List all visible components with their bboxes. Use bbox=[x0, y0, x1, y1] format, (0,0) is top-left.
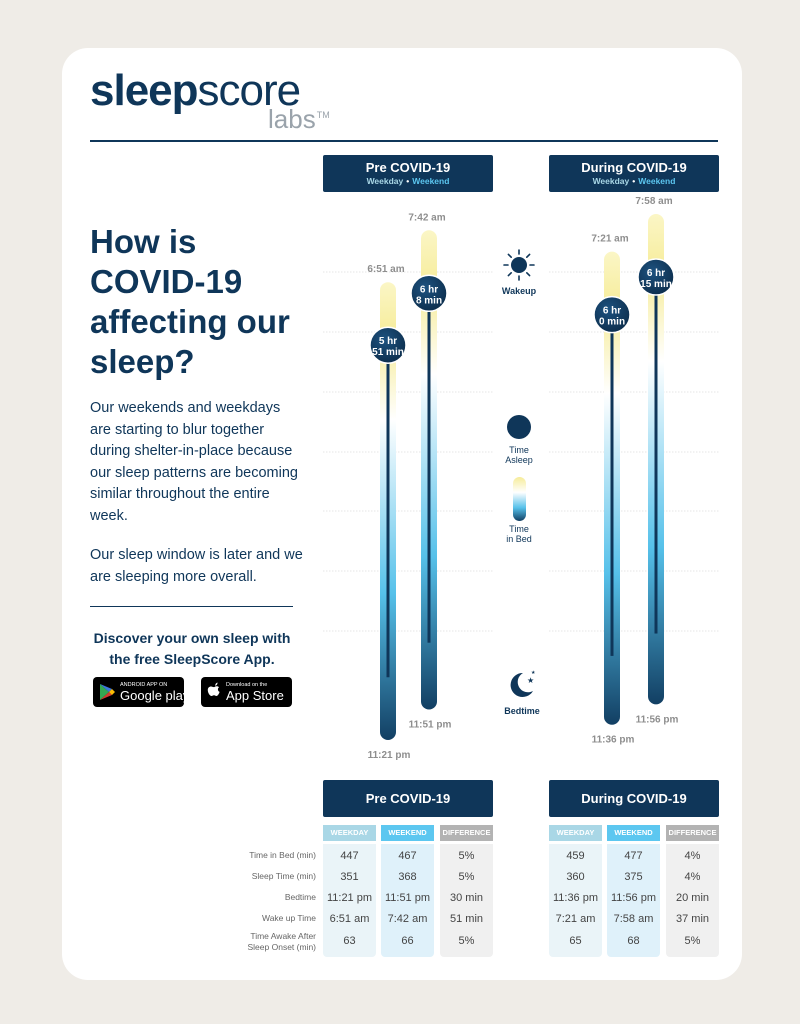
wakeup-time-label: 6:51 am bbox=[367, 264, 405, 276]
during-covid-title: During COVID-19 bbox=[581, 160, 687, 175]
time-asleep-line bbox=[387, 345, 390, 677]
column-header: DIFFERENCE bbox=[666, 825, 719, 841]
apple-small-text: Download on the bbox=[226, 682, 268, 688]
sun-icon bbox=[504, 250, 534, 280]
time-in-bed-swatch bbox=[513, 477, 526, 521]
table-cell: 467 bbox=[398, 850, 417, 862]
table-title: Pre COVID-19 bbox=[323, 780, 493, 817]
bedtime-time-label: 11:51 pm bbox=[408, 719, 452, 731]
bedtime-time-label: 11:21 pm bbox=[367, 749, 411, 761]
row-label bbox=[262, 913, 316, 924]
table-title: During COVID-19 bbox=[549, 780, 719, 817]
wakeup-time-label: 7:42 am bbox=[408, 212, 446, 224]
asleep-hours-label: 6 hr bbox=[602, 305, 622, 317]
table-cell: 68 bbox=[627, 935, 640, 947]
asleep-minutes-label: 15 min bbox=[640, 279, 672, 291]
column-header: DIFFERENCE bbox=[440, 825, 493, 841]
logo-word-score: score bbox=[197, 66, 301, 115]
weekend-key: Weekend bbox=[638, 176, 676, 186]
bedtime-time-label: 11:36 pm bbox=[591, 734, 635, 746]
bedtime-time-label: 11:56 pm bbox=[635, 714, 679, 726]
row-label bbox=[248, 931, 317, 953]
table-cell: 66 bbox=[401, 935, 414, 947]
asleep-hours-label: 6 hr bbox=[419, 284, 439, 296]
time-asleep-line bbox=[655, 277, 658, 633]
row-label-line: Sleep Time (min) bbox=[251, 871, 316, 881]
pre-covid-title: Pre COVID-19 bbox=[365, 160, 451, 175]
table-cell: 5% bbox=[458, 850, 475, 862]
table-cell: 20 min bbox=[675, 892, 710, 904]
row-label bbox=[249, 850, 316, 861]
time-asleep-line bbox=[428, 293, 431, 642]
table-cell: 30 min bbox=[449, 892, 484, 904]
table-cell: 11:56 pm bbox=[610, 892, 657, 904]
table-cell: 4% bbox=[684, 850, 701, 862]
column-header: WEEKEND bbox=[381, 825, 434, 841]
table-cell: 7:58 am bbox=[613, 913, 654, 925]
column-header: WEEKDAY bbox=[549, 825, 602, 841]
row-label-line: Wake up Time bbox=[261, 913, 316, 923]
table-cell: 65 bbox=[569, 935, 582, 947]
row-label bbox=[252, 871, 316, 882]
headline: How is COVID-19 affecting our sleep? bbox=[90, 223, 290, 380]
table-cell: 7:42 am bbox=[387, 913, 428, 925]
discover-text: Discover your own sleep with the free SleepScore App. bbox=[93, 630, 291, 667]
table-cell: 11:51 pm bbox=[384, 892, 431, 904]
wakeup-time-label: 7:58 am bbox=[635, 196, 673, 208]
asleep-minutes-label: 0 min bbox=[598, 316, 626, 328]
row-label-line: Time in Bed (min) bbox=[249, 850, 316, 860]
row-label-line: Sleep Onset (min) bbox=[247, 942, 316, 952]
time-asleep-line bbox=[611, 315, 614, 656]
table-cell: 63 bbox=[343, 935, 356, 947]
table-cell: 375 bbox=[624, 871, 643, 883]
paragraph-later: Our sleep window is later and we are sleeping more overall. bbox=[90, 547, 303, 585]
moon-icon bbox=[511, 670, 536, 697]
weekday-key: Weekday bbox=[592, 176, 630, 186]
google-big-text: Google play bbox=[120, 688, 190, 703]
bullet: • bbox=[406, 176, 410, 186]
weekend-key: Weekend bbox=[412, 176, 450, 186]
table-cell: 51 min bbox=[449, 913, 484, 925]
table-cell: 5% bbox=[684, 935, 701, 947]
wakeup-label: Wakeup bbox=[501, 286, 537, 296]
time-in-bed-label-1: Time bbox=[509, 524, 529, 534]
time-in-bed-label-2: in Bed bbox=[506, 534, 532, 544]
paragraph-blur: Our weekends and weekdays are starting to blur together during shelter-in-place because our sleep patterns are becoming similar throughout the entire week. bbox=[90, 400, 298, 524]
weekday-key: Weekday bbox=[366, 176, 404, 186]
table-cell: 5% bbox=[458, 871, 475, 883]
row-label bbox=[285, 892, 316, 903]
logo-labs: labs bbox=[268, 104, 316, 134]
asleep-hours-label: 5 hr bbox=[378, 336, 398, 348]
wakeup-time-label: 7:21 am bbox=[591, 233, 629, 245]
table-cell: 37 min bbox=[675, 913, 710, 925]
table-cell: 351 bbox=[340, 871, 359, 883]
table-cell: 11:21 pm bbox=[326, 892, 373, 904]
google-small-text: ANDROID APP ON bbox=[120, 682, 168, 688]
legend-time-asleep bbox=[505, 415, 533, 465]
table-cell: 7:21 am bbox=[555, 913, 596, 925]
time-asleep-swatch bbox=[507, 415, 531, 439]
star-icon: ★ bbox=[527, 676, 535, 685]
table-cell: 477 bbox=[624, 850, 643, 862]
star-icon: ★ bbox=[531, 670, 536, 676]
asleep-minutes-label: 8 min bbox=[415, 295, 443, 307]
table-cell: 11:36 pm bbox=[552, 892, 599, 904]
table-cell: 459 bbox=[566, 850, 585, 862]
logo-word-sleep: sleep bbox=[90, 66, 198, 115]
column-header: WEEKDAY bbox=[323, 825, 376, 841]
legend-bedtime bbox=[504, 670, 540, 716]
table-cell: 360 bbox=[566, 871, 585, 883]
bedtime-label: Bedtime bbox=[504, 706, 540, 716]
table-cell: 6:51 am bbox=[329, 913, 370, 925]
apple-big-text: App Store bbox=[226, 688, 284, 703]
legend-time-in-bed bbox=[506, 477, 532, 544]
time-asleep-label-2: Asleep bbox=[505, 455, 533, 465]
table-cell: 368 bbox=[398, 871, 417, 883]
table-cell: 5% bbox=[458, 935, 475, 947]
table-cell: 447 bbox=[340, 850, 359, 862]
row-label-line: Bedtime bbox=[284, 892, 316, 902]
logo-tm: TM bbox=[316, 110, 330, 120]
column-header: WEEKEND bbox=[607, 825, 660, 841]
legend-wakeup bbox=[502, 250, 537, 296]
bullet: • bbox=[632, 176, 636, 186]
asleep-minutes-label: 51 min bbox=[372, 347, 404, 359]
asleep-hours-label: 6 hr bbox=[646, 268, 666, 280]
table-cell: 4% bbox=[684, 871, 701, 883]
time-asleep-label-1: Time bbox=[509, 445, 529, 455]
row-label-line: Time Awake After bbox=[250, 931, 316, 941]
